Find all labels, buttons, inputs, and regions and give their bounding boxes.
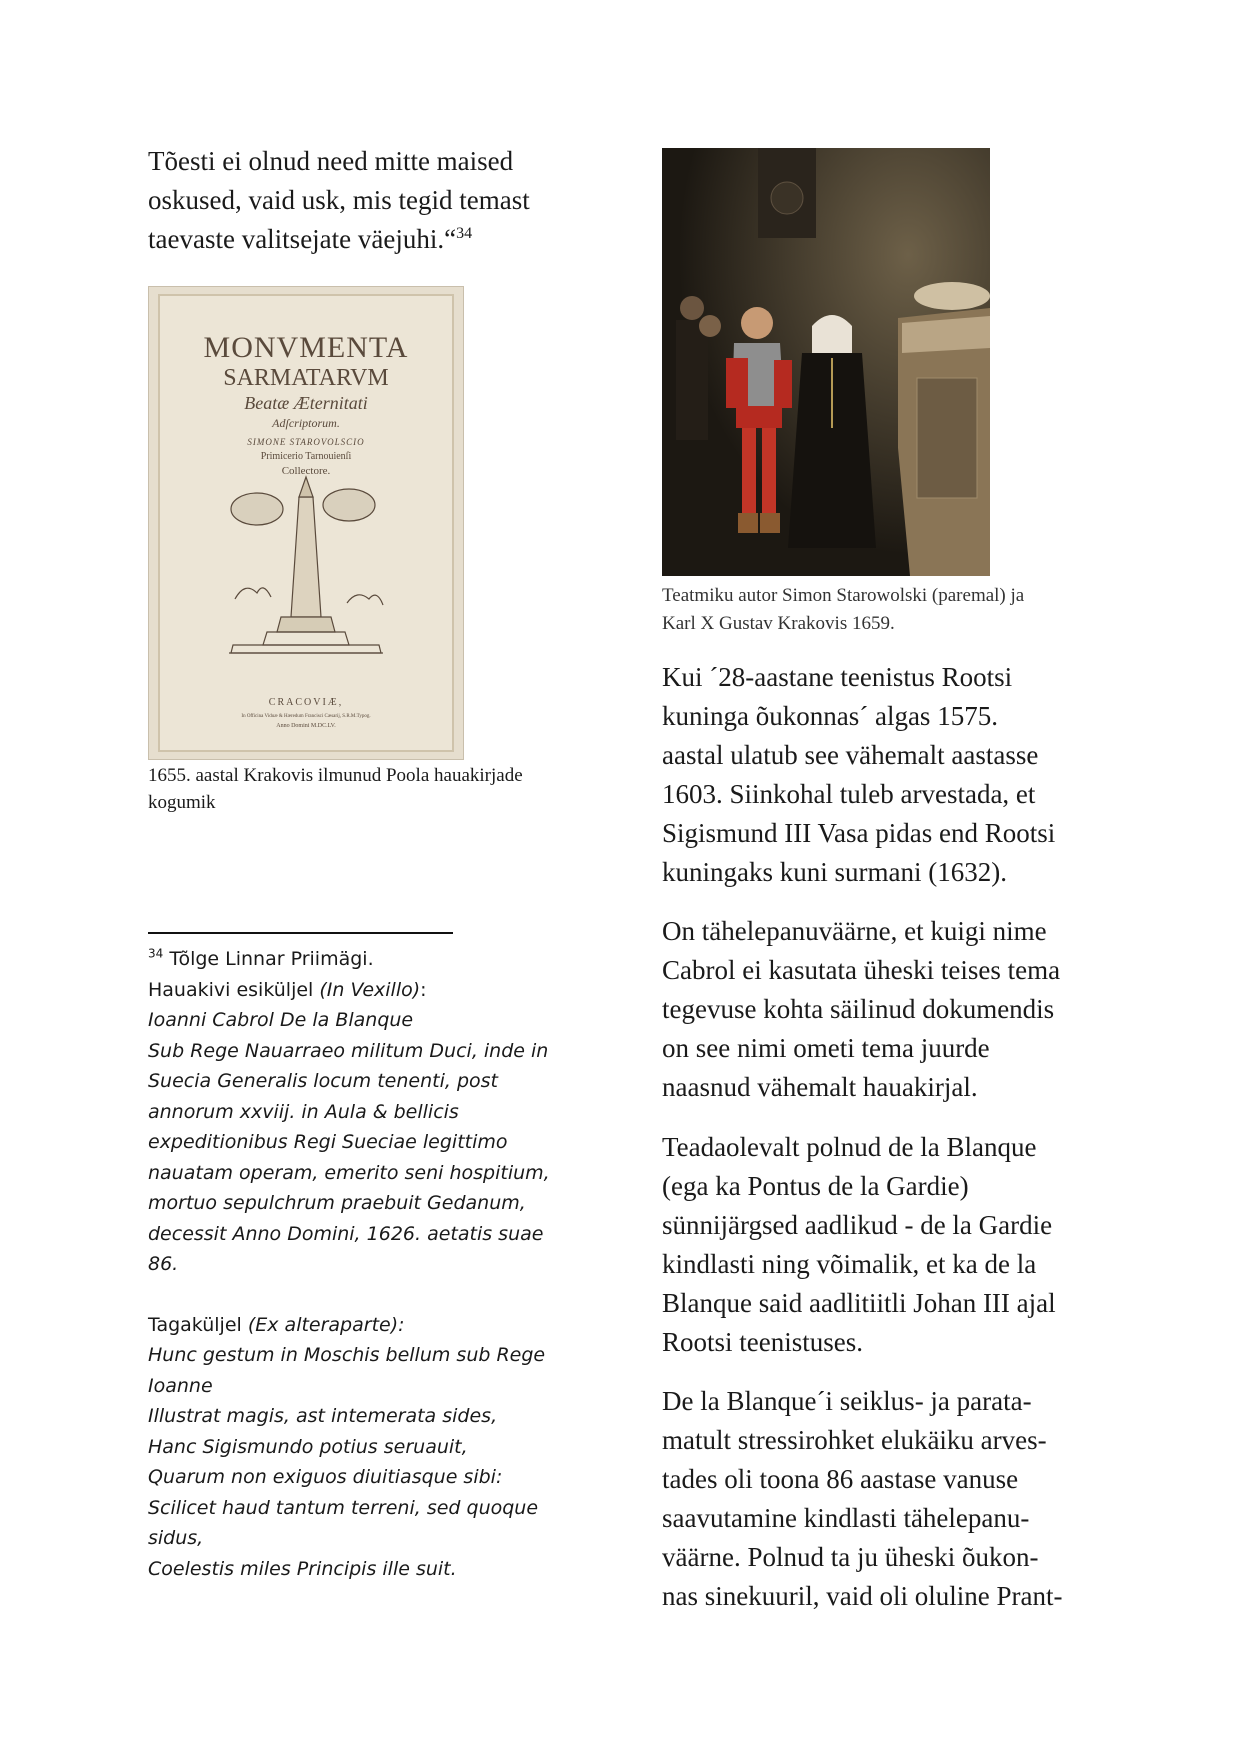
intro-block [148,142,588,259]
text-line: (ega ka Pontus de la Gardie) [662,1171,969,1201]
painting-image [662,148,990,576]
text-line: tegevuse kohta säilinud dokumendis [662,994,1055,1024]
front-label-latin: (In Vexillo) [319,978,421,1001]
caption-line: kogumik [148,792,216,813]
inscription-line: Suecia Generalis locum tenenti, post [148,1070,498,1092]
painting-caption [662,582,1102,638]
book-imprint-line: Anno Domini M.DC.LV. [276,723,336,729]
text-line: Kui ´28-aastane teenistus Rootsi [662,662,1013,692]
text-line: Blanque said aadlitiitli Johan III ajal [662,1288,1056,1318]
book-title-page-image [148,286,464,760]
text-line: matult stressirohket elukäiku arves- [662,1425,1047,1455]
text-line: kuningaks kuni surmani (1632). [662,857,1007,887]
intro-line: Tõesti ei olnud need mitte maised [148,146,514,176]
book-title-line: Adſcriptorum. [272,416,340,430]
text-line: väärne. Polnud ta ju üheski õukon- [662,1542,1039,1572]
book-title-line: MONVMENTA [203,331,409,364]
caption-line: 1655. aastal Krakovis ilmunud Poola hauakirjade [148,765,523,786]
footnote-line [148,1310,588,1341]
inscription-line: annorum xxviij. in Aula & bellicis [148,1100,459,1123]
inscription-line: Hanc Sigismundo potius seruauit, [148,1435,468,1458]
inscription-line: expeditionibus Regi Sueciae legittimo [148,1131,508,1153]
caption-line: Teatmiku autor Simon Starowolski (paremal) ja [662,585,1025,606]
book-image-caption [148,762,588,816]
inscription-line: Scilicet haud tantum terreni, sed quoque [148,1496,539,1519]
intro-line: oskused, vaid usk, mis tegid temast [148,185,530,215]
footnote-34 [148,944,588,1584]
body-paragraph-3 [662,1128,1102,1362]
intro-paragraph [148,142,588,259]
footnote-number: 34 [148,946,164,961]
footnote-line [148,975,588,1006]
footnote-separator [148,932,453,934]
book-imprint-line: In Officina Viduæ & Hæredum Francisci Cæsarij, S.R.M.Typog. [241,714,371,719]
back-label-latin: (Ex alteraparte): [247,1313,405,1336]
inscription-line: Sub Rege Nauarraeo militum Duci, inde in [148,1039,549,1062]
book-title-line: Collectore. [281,465,331,477]
text-line: aastal ulatub see vähemalt aastasse [662,740,1039,770]
book-imprint-line: CRACOVIÆ, [268,697,344,708]
text-line: Sigismund III Vasa pidas end Rootsi [662,818,1056,848]
inscription-line: Hunc gestum in Moschis bellum sub Rege [148,1344,546,1366]
caption-line: Karl X Gustav Krakovis 1659. [662,613,895,634]
book-title-line: SARMATARVM [223,365,389,391]
text-line: Rootsi teenistuses. [662,1327,863,1357]
inscription-line: Illustrat magis, ast intemerata sides, [148,1405,498,1427]
text-line: nas sinekuuril, vaid oli oluline Prant- [662,1581,1063,1611]
body-paragraph-4 [662,1382,1102,1616]
text-line: on see nimi ometi tema juurde [662,1033,990,1063]
text-line: kuninga õukonnas´ algas 1575. [662,701,998,731]
inscription-line: sidus, [148,1527,204,1549]
text-line: saavutamine kindlasti tähelepanu- [662,1503,1030,1533]
footnote-line [148,944,588,975]
text-line: Teadaolevalt polnud de la Blanque [662,1132,1037,1162]
inscription-line: 86. [148,1253,179,1275]
text-line: tades oli toona 86 aastase vanuse [662,1464,1019,1494]
front-label: Hauakivi esiküljel [148,978,320,1001]
inscription-line: nauatam operam, emerito seni hospitium, [148,1161,550,1184]
footnote-ref: 34 [456,225,473,242]
inscription-line: Quarum non exiguos diuitiasque sibi: [148,1466,503,1488]
inscription-line: Ioanne [148,1374,213,1397]
text-line: De la Blanque´i seiklus- ja parata- [662,1386,1032,1416]
intro-line: taevaste valitsejate väejuhi.“ [148,224,457,254]
text-line: naasnud vähemalt hauakirjal. [662,1072,978,1102]
inscription-line: decessit Anno Domini, 1626. aetatis suae [148,1222,544,1245]
book-title-line: SIMONE STAROVOLSCIO [247,437,365,447]
text-line: 1603. Siinkohal tuleb arvestada, et [662,779,1036,809]
inscription-line: Coelestis miles Principis ille suit. [148,1557,457,1580]
inscription-line: Ioanni Cabrol De la Blanque [148,1009,414,1031]
footnote-translator: Tõlge Linnar Priimägi. [169,948,374,970]
inscription-line: mortuo sepulchrum praebuit Gedanum, [148,1192,526,1214]
body-paragraph-1 [662,658,1102,892]
back-label: Tagaküljel [148,1313,248,1336]
text-line: Cabrol ei kasutata üheski teises tema [662,955,1061,985]
text-line: kindlasti ning võimalik, et ka de la [662,1249,1037,1279]
front-label-colon: : [420,978,427,1001]
body-paragraph-2 [662,912,1102,1107]
text-line: On tähelepanuväärne, et kuigi nime [662,916,1047,946]
book-title-line: Primicerio Tarnouienſi [260,451,352,462]
book-title-line: Beatæ Æternitati [244,393,368,413]
text-line: sünnijärgsed aadlikud - de la Gardie [662,1210,1053,1240]
